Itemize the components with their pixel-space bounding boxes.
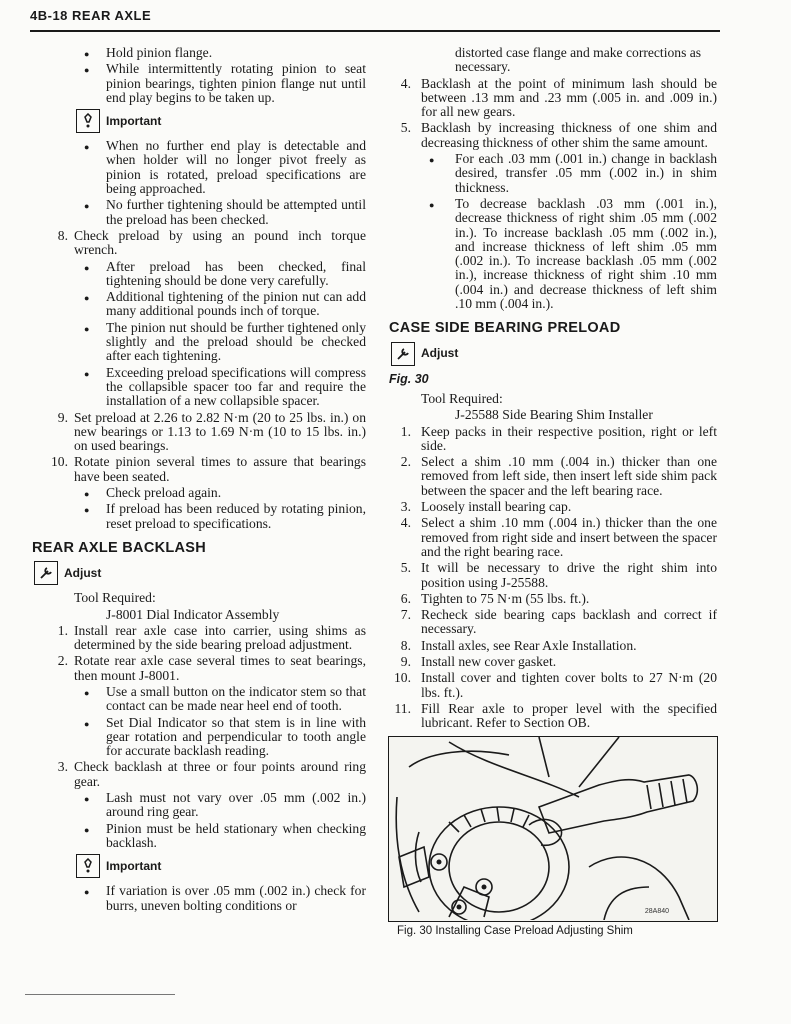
important-label: Important	[106, 114, 162, 129]
step-number: 1.	[400, 423, 411, 439]
step-number: 1.	[57, 622, 68, 638]
step-number: 10.	[51, 454, 68, 470]
bullet: ● The pinion nut should be further tightened only slightly and the preload should be checked after each tightening.	[30, 321, 366, 364]
step-number: 10.	[394, 670, 411, 686]
bullet: ● Check preload again.	[30, 486, 366, 500]
step	[30, 624, 366, 653]
step	[387, 455, 717, 498]
bullet: ● No further tightening should be attempted until the preload has been checked.	[30, 198, 366, 227]
bullet: ● Exceeding preload specifications will compress the collapsible spacer too far and require the installation of a new collapsible spacer.	[30, 366, 366, 409]
step	[30, 760, 366, 789]
step-number: 9.	[400, 653, 411, 669]
step-number: 3.	[57, 759, 68, 775]
bullet: ● If variation is over .05 mm (.002 in.) check for burrs, uneven bolting conditions or	[30, 884, 366, 913]
step-text: It will be necessary to drive the right shim into position using J-25588.	[421, 560, 717, 590]
step-text: Recheck side bearing caps backlash and correct if necessary.	[421, 607, 717, 637]
important-icon	[76, 854, 100, 878]
important-note	[76, 109, 366, 133]
step-text: Select a shim .10 mm (.004 in.) thicker than the one removed from right side and insert between the spacer and the right bearing race.	[421, 515, 717, 559]
step-number: 8.	[400, 637, 411, 653]
step-number: 4.	[400, 515, 411, 531]
bullet: ● After preload has been checked, final tightening should be done very carefully.	[30, 260, 366, 289]
step-text: Keep packs in their respective position, right or left side.	[421, 423, 717, 453]
step	[387, 561, 717, 590]
step-text: Check preload by using an pound inch torque wrench.	[74, 227, 366, 258]
wrench-icon	[34, 561, 58, 585]
step	[387, 639, 717, 653]
wrench-icon	[391, 342, 415, 366]
bullet: ● For each .03 mm (.001 in.) change in backlash desired, transfer .05 mm (.002 in.) in shim thickness.	[387, 152, 717, 195]
step-number: 9.	[57, 409, 68, 425]
bullet: ● Additional tightening of the pinion nut can add many additional pounds inch of torque.	[30, 290, 366, 319]
figure-caption: Fig. 30 Installing Case Preload Adjusting Shim	[397, 925, 633, 937]
step-number: 2.	[400, 454, 411, 470]
right-column	[387, 46, 717, 732]
adjust-label: Adjust	[421, 346, 459, 361]
footer-rule	[25, 994, 175, 995]
step-text: Install cover and tighten cover bolts to 27 N·m (20 lbs. ft.).	[421, 670, 717, 700]
bullet: ● While intermittently rotating pinion to seat pinion bearings, tighten pinion flange nut until end play begins to be taken up.	[30, 62, 366, 105]
figure-30-illustration	[388, 736, 718, 922]
step	[387, 671, 717, 700]
step-text: Set preload at 2.26 to 2.82 N·m (20 to 25 lbs. in.) on new bearings or 1.13 to 1.69 N·m (10 to 15 lbs. in.) on used bearings.	[74, 409, 366, 454]
adjust-label: Adjust	[64, 566, 102, 581]
step	[387, 425, 717, 454]
step-text: Select a shim .10 mm (.004 in.) thicker than one removed from left side, then insert left side shim pack between the spacer and the left bearing race.	[421, 454, 717, 498]
step-text: Rotate rear axle case several times to seat bearings, then mount J-8001.	[74, 653, 366, 683]
adjust-note	[391, 342, 717, 366]
step	[30, 411, 366, 454]
axle-case-drawing	[389, 737, 716, 920]
step-number: 11.	[394, 700, 411, 716]
step	[30, 654, 366, 683]
section-heading: REAR AXLE BACKLASH	[32, 539, 207, 556]
adjust-note	[34, 561, 366, 585]
tool-required-label: Tool Required:	[421, 390, 503, 406]
step	[387, 655, 717, 669]
step-number: 4.	[400, 75, 411, 91]
bullet: ● To decrease backlash .03 mm (.001 in.), decrease thickness of right shim .05 mm (.002 in.). To increase backlash .05 mm (.002 in.), and increase thickness of left shim .05 mm (.002 in.). To increase backlash .05 mm (.002 in.), increase thickness of right shim .10 mm (.004 in.) and decrease thickness of left shim .10 mm (.004 in.).	[387, 197, 717, 311]
figure-reference: Fig. 30	[389, 371, 429, 386]
step	[387, 592, 717, 606]
section-heading: CASE SIDE BEARING PRELOAD	[389, 320, 621, 337]
tool-name: J-8001 Dial Indicator Assembly	[106, 606, 280, 622]
step-number: 8.	[57, 227, 68, 243]
tool-required-label: Tool Required:	[74, 590, 156, 606]
step-text: Backlash at the point of minimum lash should be between .13 mm and .23 mm (.005 in. and .009 in.) for all new gears.	[421, 75, 717, 120]
step-text: Install rear axle case into carrier, using shims as determined by the side bearing preload adjustment.	[74, 622, 366, 653]
bullet: ● When no further end play is detectable and when holder will no longer pivot freely as pinion is rotated, preload specifications are being approached.	[30, 139, 366, 196]
step	[387, 500, 717, 514]
step	[387, 516, 717, 559]
step-text: Install new cover gasket.	[421, 653, 557, 669]
step	[387, 702, 717, 731]
step-number: 5.	[400, 560, 411, 576]
step-text: Check backlash at three or four points around ring gear.	[74, 759, 366, 789]
step	[387, 77, 717, 120]
step-text: Loosely install bearing cap.	[421, 499, 572, 515]
step	[30, 455, 366, 484]
continued-text: distorted case flange and make corrections as necessary.	[455, 45, 702, 75]
step-text: Backlash by increasing thickness of one shim and decreasing thickness of other shim the same amount.	[421, 120, 717, 150]
step-number: 5.	[400, 120, 411, 136]
step-number: 2.	[57, 653, 68, 669]
bullet: ● Pinion must be held stationary when checking backlash.	[30, 822, 366, 851]
important-note	[76, 854, 366, 878]
bullet: ● Lash must not vary over .05 mm (.002 in.) around ring gear.	[30, 791, 366, 820]
step-text: Rotate pinion several times to assure that bearings have been seated.	[74, 454, 366, 484]
step	[387, 608, 717, 637]
page-header: 4B-18 REAR AXLE	[30, 8, 152, 23]
step-number: 6.	[400, 590, 411, 606]
bullet: ● Use a small button on the indicator stem so that contact can be made near heel end of tooth.	[30, 685, 366, 714]
figure-code: 28A840	[644, 908, 669, 915]
bullet: ● Hold pinion flange.	[30, 46, 366, 60]
important-label: Important	[106, 859, 162, 874]
step-text: Tighten to 75 N·m (55 lbs. ft.).	[421, 590, 590, 606]
step	[387, 121, 717, 150]
step-text: Install axles, see Rear Axle Installation.	[421, 637, 637, 653]
step-text: Fill Rear axle to proper level with the specified lubricant. Refer to Section OB.	[421, 700, 717, 731]
important-icon	[76, 109, 100, 133]
step-number: 7.	[400, 607, 411, 623]
bullet: ● If preload has been reduced by rotating pinion, reset preload to specifications.	[30, 502, 366, 531]
step	[30, 229, 366, 258]
tool-name: J-25588 Side Bearing Shim Installer	[455, 407, 653, 423]
left-column	[30, 46, 366, 915]
bullet: ● Set Dial Indicator so that stem is in line with gear rotation and perpendicular to tooth angle for accurate backlash reading.	[30, 716, 366, 759]
header-rule	[30, 30, 720, 32]
step-number: 3.	[400, 499, 411, 515]
